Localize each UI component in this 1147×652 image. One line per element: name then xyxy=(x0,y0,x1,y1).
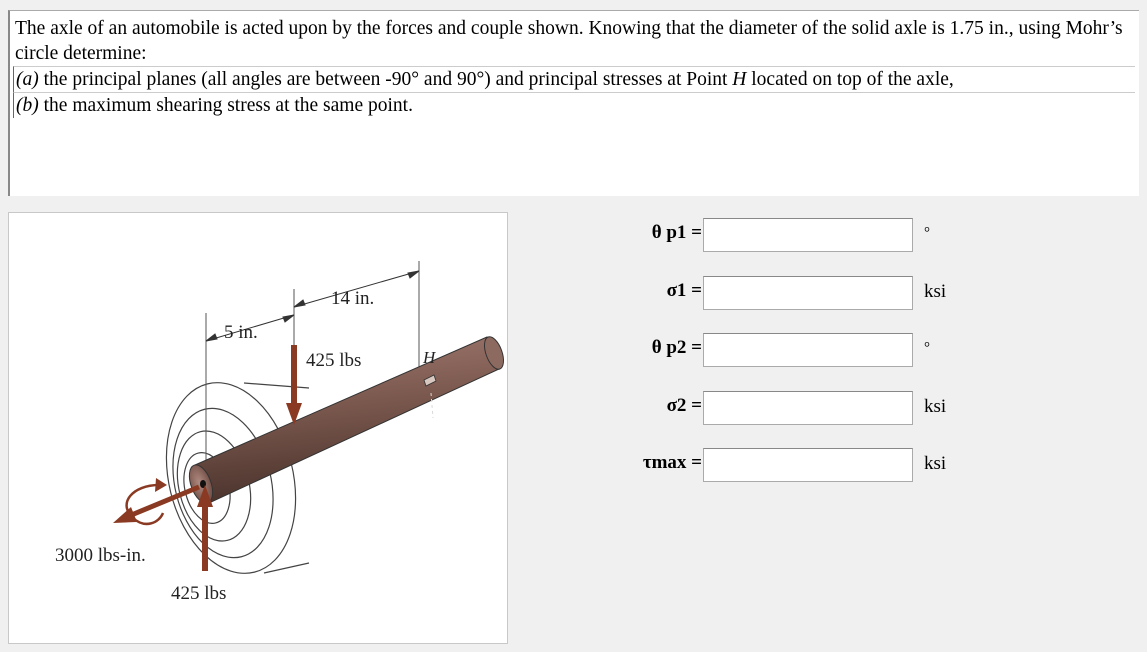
axle-diagram xyxy=(9,213,507,643)
sigma1-unit: ksi xyxy=(924,281,947,302)
sigma1-label: σ1 = xyxy=(666,280,702,301)
answer-row-sigma1 xyxy=(560,272,980,310)
theta-p2-unit: ° xyxy=(924,340,930,356)
tau-max-input[interactable] xyxy=(703,448,913,482)
answer-row-sigma2 xyxy=(560,387,980,425)
answer-row-tau-max xyxy=(560,444,980,482)
couple-label: 3000 lbs-in. xyxy=(55,545,146,566)
tau-max-unit: ksi xyxy=(924,453,947,474)
top-force-label: 425 lbs xyxy=(306,350,362,371)
part-a-letter: (a) xyxy=(16,69,39,90)
theta-p1-unit: ° xyxy=(924,225,930,241)
axle-figure xyxy=(8,212,508,644)
point-h-label: H xyxy=(423,348,436,367)
part-a-text: the principal planes (all angles are between -90° and 90°) and principal stresses at Point xyxy=(38,69,733,90)
answer-row-theta-p2 xyxy=(560,329,980,367)
dim-5-label: 5 in. xyxy=(224,322,258,343)
theta-p1-label: θ p1 = xyxy=(651,222,702,243)
point-h-ref: H xyxy=(732,69,747,90)
theta-p1-input[interactable] xyxy=(703,218,913,252)
sigma2-label: σ2 = xyxy=(666,395,702,416)
dim-14-label: 14 in. xyxy=(331,288,375,309)
top-force-arrow xyxy=(286,345,302,425)
problem-intro: The axle of an automobile is acted upon by the forces and couple shown. Knowing that the diameter of the solid axle is 1.75 in., using Mohr’s circle determine: xyxy=(15,18,1123,64)
problem-part-a xyxy=(13,66,1135,92)
bottom-force-label: 425 lbs xyxy=(171,583,227,604)
answer-row-theta-p1 xyxy=(560,214,980,252)
theta-p2-input[interactable] xyxy=(703,333,913,367)
sigma2-unit: ksi xyxy=(924,396,947,417)
problem-part-b xyxy=(13,92,1135,118)
sigma1-input[interactable] xyxy=(703,276,913,310)
answer-form xyxy=(560,212,980,502)
tau-max-label: τmax = xyxy=(642,452,702,473)
part-a-tail: located on top of the axle, xyxy=(746,69,954,90)
part-b-letter: (b) xyxy=(16,95,39,116)
part-b-text: the maximum shearing stress at the same point. xyxy=(38,95,413,116)
couple-arrow xyxy=(113,478,199,524)
sigma2-input[interactable] xyxy=(703,391,913,425)
theta-p2-label: θ p2 = xyxy=(651,337,702,358)
problem-statement xyxy=(8,10,1139,196)
